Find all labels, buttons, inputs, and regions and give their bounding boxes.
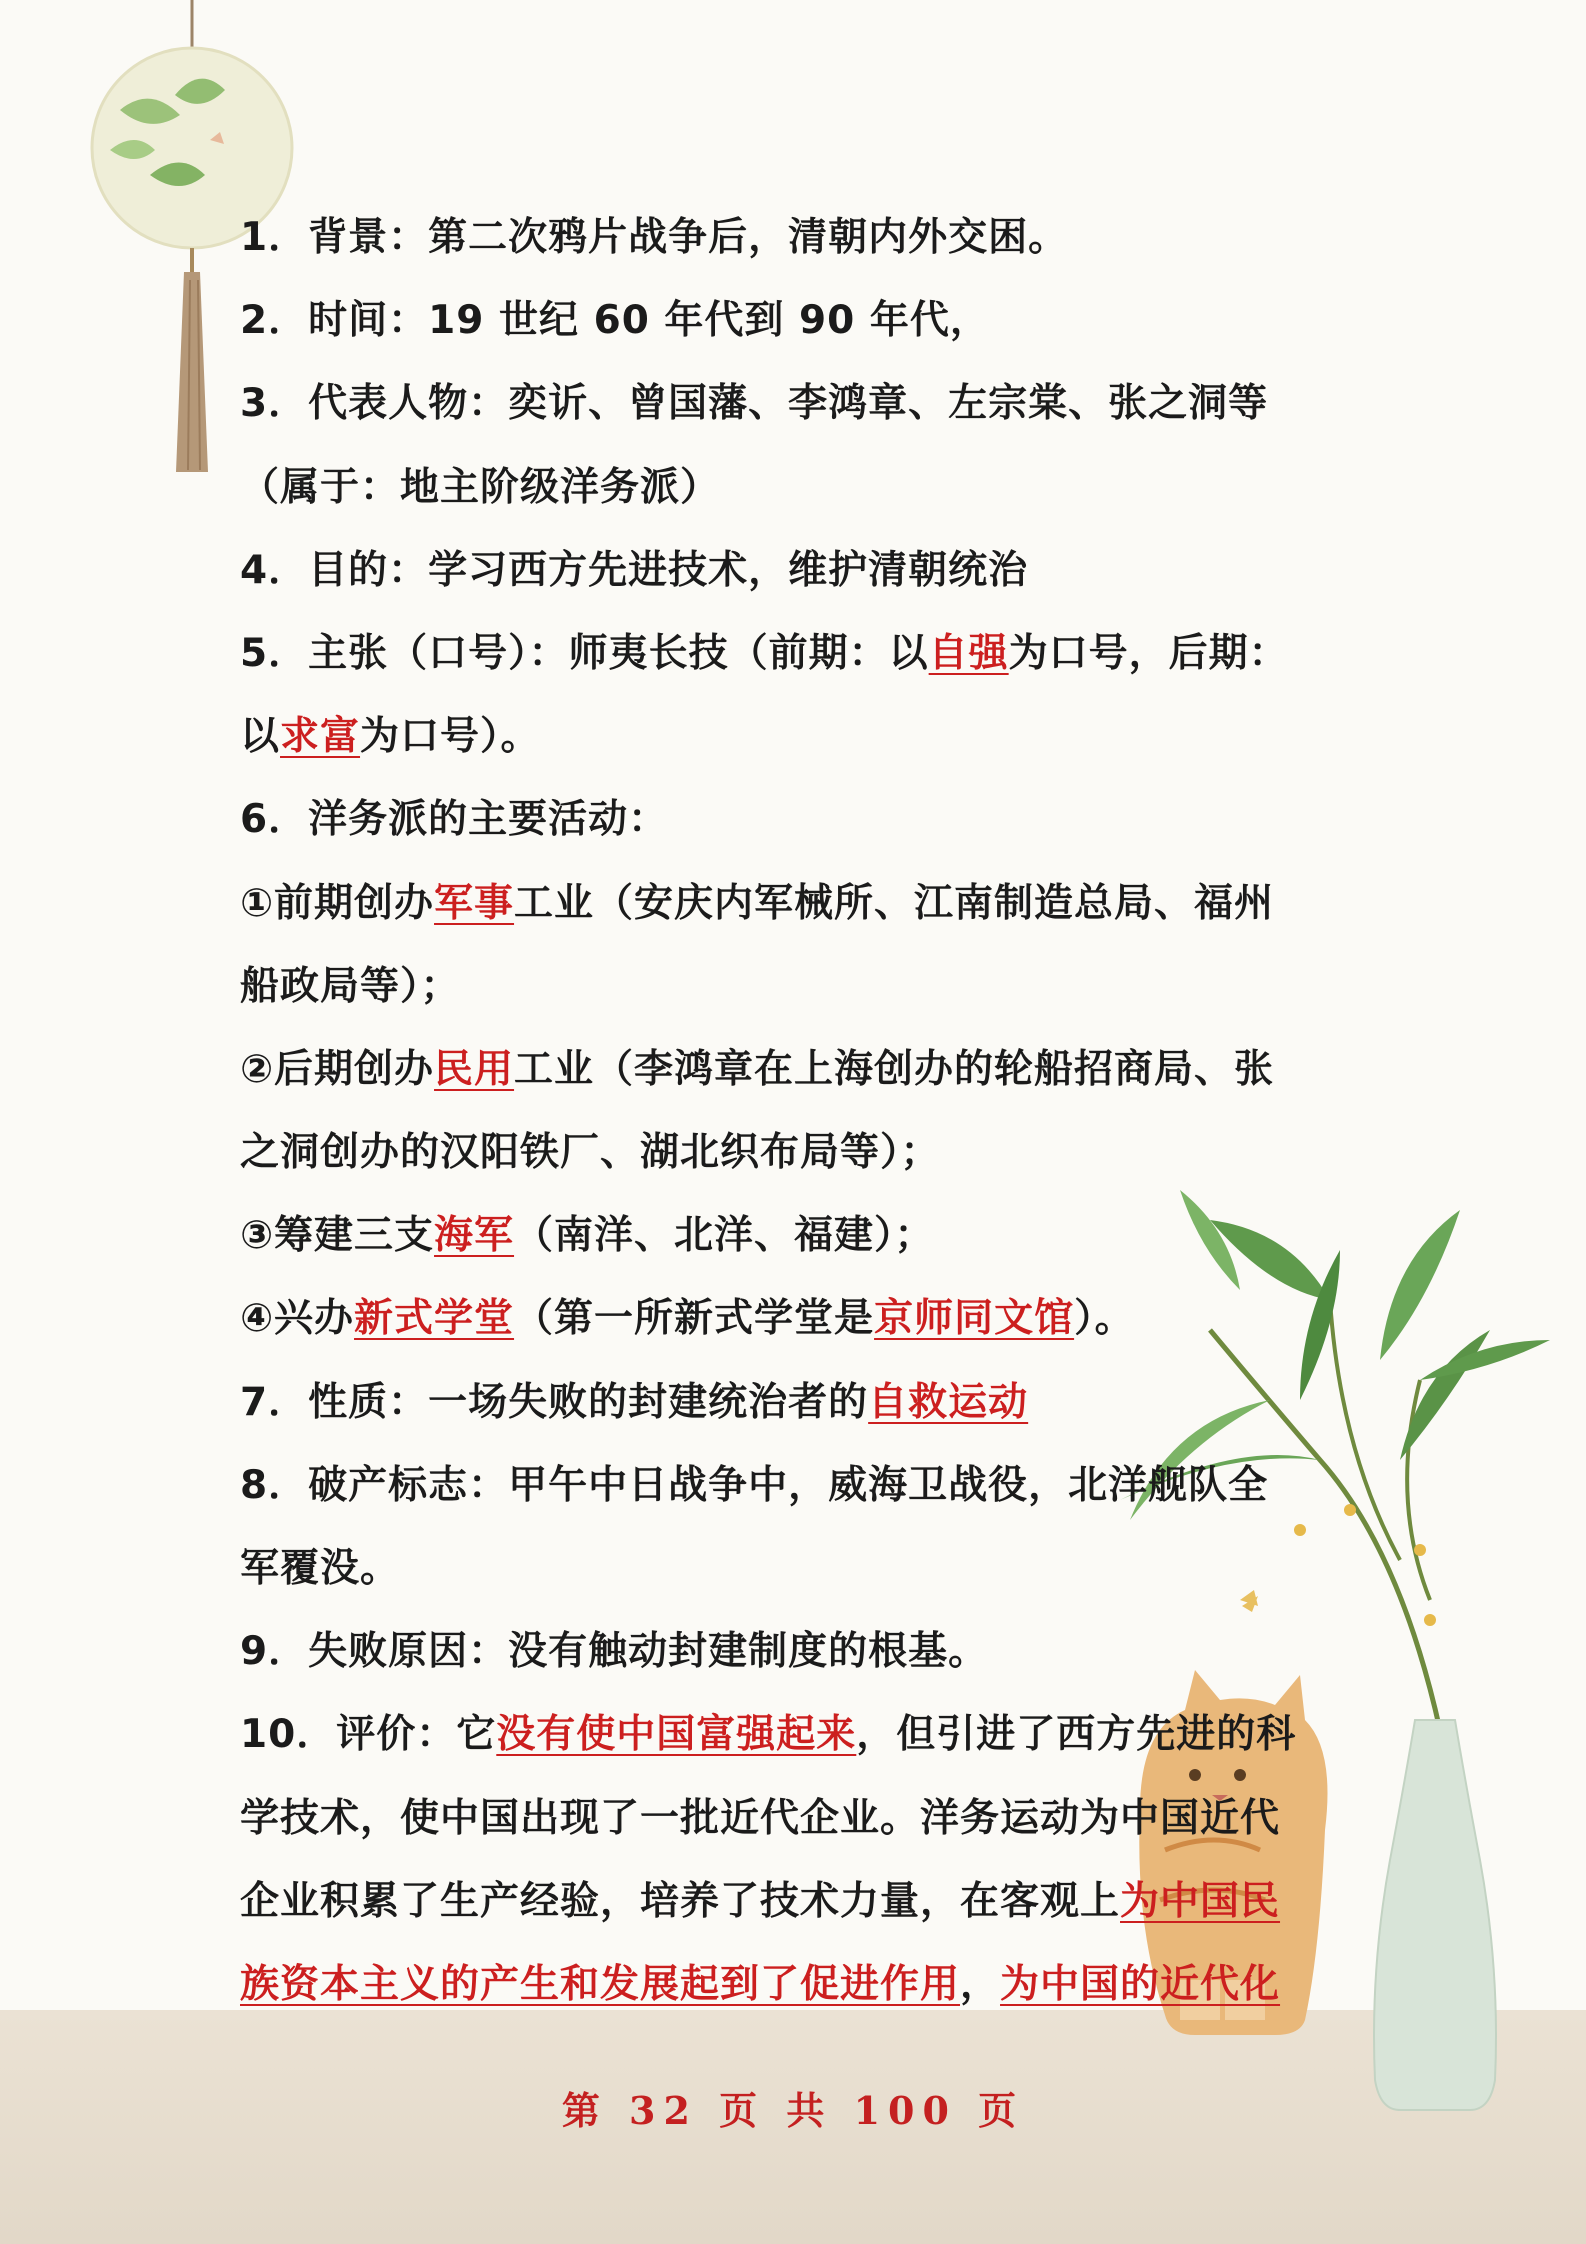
text-line: [240, 1943, 1350, 2026]
highlighted-term: 族资本主义的产生和发展起到了促进作用: [240, 1961, 961, 2007]
text-segment: 工业（安庆内军械所、江南制造总局、福州: [514, 880, 1275, 926]
text-segment: 2．时间：19 世纪 60 年代到 90 年代，: [240, 298, 990, 344]
text-segment: 军覆没。: [240, 1546, 401, 1591]
text-line: [240, 1194, 1350, 1277]
text-segment: 10．评价：它: [240, 1712, 497, 1758]
text-segment: 4．目的：学习西方先进技术，维护清朝统治: [240, 547, 1029, 593]
highlighted-term: 求富: [280, 714, 361, 760]
highlighted-term: 为中国民: [1120, 1878, 1281, 1924]
text-line: [240, 1444, 1350, 1527]
page-footer: 第 32 页 共 100 页: [561, 2088, 1025, 2133]
highlighted-term: 新式学堂: [354, 1296, 515, 1342]
text-segment: 之洞创办的汉阳铁厂、湖北织布局等）；: [240, 1130, 941, 1176]
text-segment: 学技术，使中国出现了一批近代企业。洋务运动为中国近代: [240, 1795, 1281, 1841]
vase-illustration: [1374, 1720, 1496, 2110]
highlighted-term: 京师同文馆: [874, 1296, 1075, 1342]
text-line: [240, 1028, 1350, 1111]
text-line: [240, 446, 1350, 529]
text-segment: 为口号）。: [360, 714, 541, 760]
text-segment: （第一所新式学堂是: [514, 1296, 875, 1342]
text-line: [240, 1527, 1350, 1610]
text-segment: ，: [960, 1961, 1001, 2007]
highlighted-term: 军事: [434, 880, 515, 926]
text-line: [240, 1693, 1350, 1776]
text-segment: ④兴办: [240, 1296, 355, 1342]
text-segment: 5．主张（口号）：师夷长技（前期：以: [240, 630, 929, 676]
text-segment: 6．洋务派的主要活动：: [240, 797, 669, 843]
text-line: [240, 1777, 1350, 1860]
text-segment: ①前期创办: [240, 880, 435, 926]
text-segment: ②后期创办: [240, 1046, 435, 1092]
highlighted-term: 海军: [434, 1213, 515, 1259]
content-body: [240, 196, 1350, 2026]
text-line: [240, 778, 1350, 861]
highlighted-term: 没有使中国富强起来: [496, 1712, 857, 1758]
text-line: [240, 862, 1350, 945]
text-line: [240, 1361, 1350, 1444]
text-segment: 3．代表人物：奕䜣、曾国藩、李鸿章、左宗棠、张之洞等: [240, 381, 1269, 427]
text-segment: （南洋、北洋、福建）；: [514, 1213, 935, 1259]
highlighted-term: 自救运动: [868, 1379, 1029, 1425]
text-segment: 1．背景：第二次鸦片战争后，清朝内外交困。: [240, 215, 1069, 260]
text-segment: 工业（李鸿章在上海创办的轮船招商局、张: [514, 1046, 1275, 1092]
text-line: [240, 1860, 1350, 1943]
text-line: [240, 695, 1350, 778]
text-line: [240, 945, 1350, 1028]
text-line: [240, 362, 1350, 445]
text-line: [240, 1277, 1350, 1360]
text-segment: ③筹建三支: [240, 1213, 435, 1259]
text-segment: 以: [240, 714, 281, 760]
text-line: [240, 1111, 1350, 1194]
text-segment: 9．失败原因：没有触动封建制度的根基。: [240, 1629, 989, 1675]
text-segment: （属于：地主阶级洋务派）: [240, 464, 721, 510]
highlighted-term: 为中国的近代化: [1000, 1961, 1281, 2007]
text-segment: 为口号，后期：: [1008, 630, 1289, 676]
highlighted-term: 自强: [928, 630, 1009, 676]
text-line: [240, 612, 1350, 695]
highlighted-term: 民用: [434, 1046, 515, 1092]
text-line: [240, 279, 1350, 362]
text-segment: ，但引进了西方先进的科: [856, 1712, 1297, 1758]
text-line: [240, 1610, 1350, 1693]
text-line: [240, 529, 1350, 612]
text-segment: 企业积累了生产经验，培养了技术力量，在客观上: [240, 1878, 1121, 1924]
text-segment: 7．性质：一场失败的封建统治者的: [240, 1379, 869, 1425]
text-segment: ）。: [1074, 1296, 1135, 1342]
text-segment: 8．破产标志：甲午中日战争中，威海卫战役，北洋舰队全: [240, 1462, 1269, 1508]
text-line: [240, 196, 1350, 279]
text-segment: 船政局等）；: [240, 963, 461, 1009]
